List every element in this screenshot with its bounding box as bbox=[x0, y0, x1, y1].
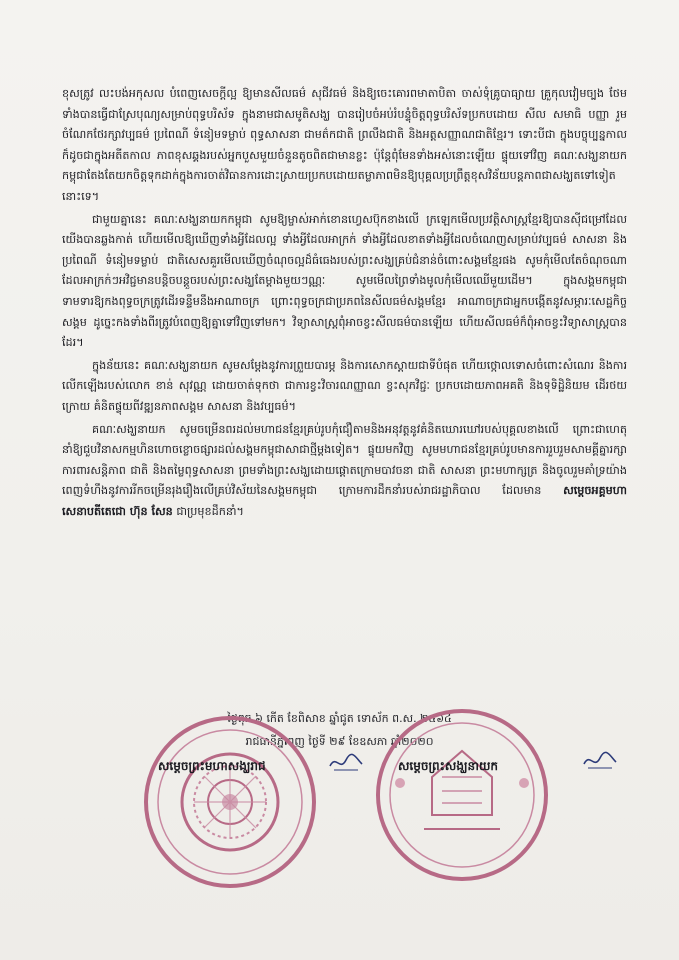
right-signature-icon bbox=[582, 750, 618, 772]
left-signature-icon bbox=[328, 752, 364, 774]
leader-name: សម្ដេចអគ្គមហាសេនាបតីតេជោ ហ៊ុន សែន bbox=[62, 484, 627, 518]
paragraph-4-text: គណៈសង្ឃនាយក សូមចម្រើនពរដល់មហាជនខ្មែរគ្រប់រូបកុំជឿតាមនិងអនុវត្តនូវគំនិតឃោរឃៅរបស់បុគ្គលខាងលើ ព្រោះជាហេតុនាំឱ្យជួបវិនាសកម្មហិនហោចខ្លោចផ្សារដល់សង្គមកម្ពុជាសាជាថ្មីម្ដងទៀត។ ផ្ទុយមកវិញ សូមមហាជនខ្មែរគ្រប់រូបមានការរួបរួមសាមគ្គីគ្នារក្សាការពារសន្តិភាព ជាតិ និងតម្លៃពុទ្ធសាសនា ព្រមទាំងព្រះសង្ឃដោយផ្តោតក្រោមបាវចនា ជាតិ សាសនា ព្រះមហាក្សត្រ និងចូលរួមគាំទ្រយ៉ាងពេញទំហឹងនូវការរីកចម្រើនរុងរឿងលើគ្រប់វិស័យនៃសង្គមកម្ពុជា ក្រោមការដឹកនាំរបស់រាជរដ្ឋាភិបាល ដែលមាន bbox=[62, 422, 627, 498]
signatory-title-left: សម្តេចព្រះមហាសង្ឃរាជ bbox=[158, 759, 266, 773]
letter-body bbox=[62, 84, 627, 524]
paragraph-1: ខុសត្រូវ លះបង់អកុសល បំពេញសេចក្ដីល្អ ឱ្យមានសីលធម៌ សុជីវធម៌ និងឱ្យចេះគោរពមាតាបិតា ចាស់ទុំគ្រូបាធ្យាយ គ្រួកុលវៀមច្បង ថែមទាំងបានធ្វើជាស្រែបុណ្យសម្រាប់ពុទ្ធបរិស័ទ ក្នុងនាមជាសមូតិសង្ឃ បានរៀបចំអប់រំបន្ទុំចិត្តពុទ្ធបរិស័ទប្រកបដោយ សីល សមាធិ បញ្ញា រួមចំណែកថែរក្សាវប្បធម៌ ប្រពៃណី ទំនៀមទម្លាប់ ពុទ្ធសាសនា ជាមត៌កជាតិ ព្រលឹងជាតិ និងអត្តសញ្ញាណជាតិខ្មែរ។ ទោះបីជា ក្នុងបច្ចុប្បន្នកាលក៏ដូចជាក្នុងអតីតកាល ភាពខុសឆ្គងរបស់អ្នកបួសមួយចំនួនតូចពិតជាមានខ្លះ ប៉ុន្តែពុំមែនទាំងអស់នោះឡើយ ផ្ទុយទៅវិញ គណៈសង្ឃនាយកកម្ពុជាតែងតែយកចិត្តទុកដាក់ក្នុងការចាត់វិធានការដោះស្រាយប្រកបដោយតម្លាភាពមិនឱ្យបុគ្គលប្រព្រឹត្តខុសវិន័យបន្តភាពជាសង្ឃតទៅទៀតនោះទេ។ bbox=[62, 87, 627, 203]
paragraph-3: ក្នុងន័យនេះ គណៈសង្ឃនាយក សូមសម្តែងនូវការព្រួយបារម្ភ និងការសោកស្ដាយជាទីបំផុត ហើយថ្កោលទោសចំពោះសំណេរ និងការលើកឡើងរបស់លោក ខាន់ សុវណ្ណ ដោយចាត់ទុកថា ជាការខ្វះវិចារណញ្ញាណ ខ្វះសុភវិជ្ជៈ ប្រកបដោយភាពអគតិ និងទុទិដ្ឋិនិយម ដើរថយក្រោយ គំនិតផ្ទុយពីវឌ្ឍនភាពសង្គម សាសនា និងវប្បធម៌។ bbox=[62, 358, 627, 413]
paragraph-4-suffix: ជាប្រមុខដឹកនាំ។ bbox=[172, 504, 244, 518]
right-seal-icon bbox=[372, 705, 552, 885]
lunar-date: ថ្ងៃពុធ ៦ កើត ខែពិសាខ ឆ្នាំជូត ទោស័ក ព.ស. ២៥៦៤ bbox=[227, 712, 452, 725]
paragraph-4 bbox=[62, 420, 627, 523]
paragraph-2: ជាមួយគ្នានេះ គណៈសង្ឃនាយកកម្ពុជា សូមឱ្យម្ចាស់អាក់ខោនហ្វេសប៊ុកខាងលើ ក្រឡេកមើលប្រវត្តិសាស្ត្រខ្មែរឱ្យបានស៊ីជម្រៅដែលយើងបានឆ្លងកាត់ ហើយមើលឱ្យឃើញទាំងអ្វីដែលល្អ ទាំងអ្វីដែលអាក្រក់ ទាំងអ្វីដែលខាតទាំងអ្វីដែលចំណេញសម្រាប់វប្បធម៌ សាសនា និងប្រពៃណី ទំនៀមទម្លាប់ ជាតិសេសគួរមើលឃើញចំណុចល្អដ៏ធំធេងរបស់ព្រះសង្ឃគ្រប់ជំនាន់ចំពោះសង្គមខ្មែរផង សូមកុំមើលតែចំណុចណាដែលអាក្រក់ៗអវិជ្ជមានបន្តិចបន្តួចរបស់ព្រះសង្ឃតែម្ដាងមួយៗណ្ណៈ សូមមើលព្រៃទាំងមូលកុំមើលឈើមួយដើម។ ក្នុងសង្គមកម្ពុជាទាមទារឱ្យកងពុទ្ធចក្រត្រូវដើរទន្ទឹមនឹងអាណាចក្រ ព្រោះពុទ្ធចក្រជាប្រភពនៃសីលធម៌សង្គមខ្មែរ អាណាចក្រជាអ្នកបង្កើតនូវសម្ភារៈសេដ្ឋកិច្ចសង្គម ដូច្នេះកងទាំងពីរត្រូវបំពេញឱ្យគ្នាទៅវិញទៅមក។ វិទ្យាសាស្ត្រពុំអាចខ្វះសីលធម៌បានឡើយ ហើយសីលធម៌ក៏ពុំអាចខ្វះវិទ្យាសាស្ត្របានដែរ។ bbox=[62, 212, 627, 350]
signatory-title-right: សម្តេចព្រះសង្ឃនាយក bbox=[398, 759, 499, 773]
solar-date: រាជធានីភ្នំពេញ ថ្ងៃទី ២៩ ខែឧសភា ឆ្នាំ២០២០ bbox=[245, 735, 434, 748]
left-seal-icon bbox=[140, 712, 320, 892]
